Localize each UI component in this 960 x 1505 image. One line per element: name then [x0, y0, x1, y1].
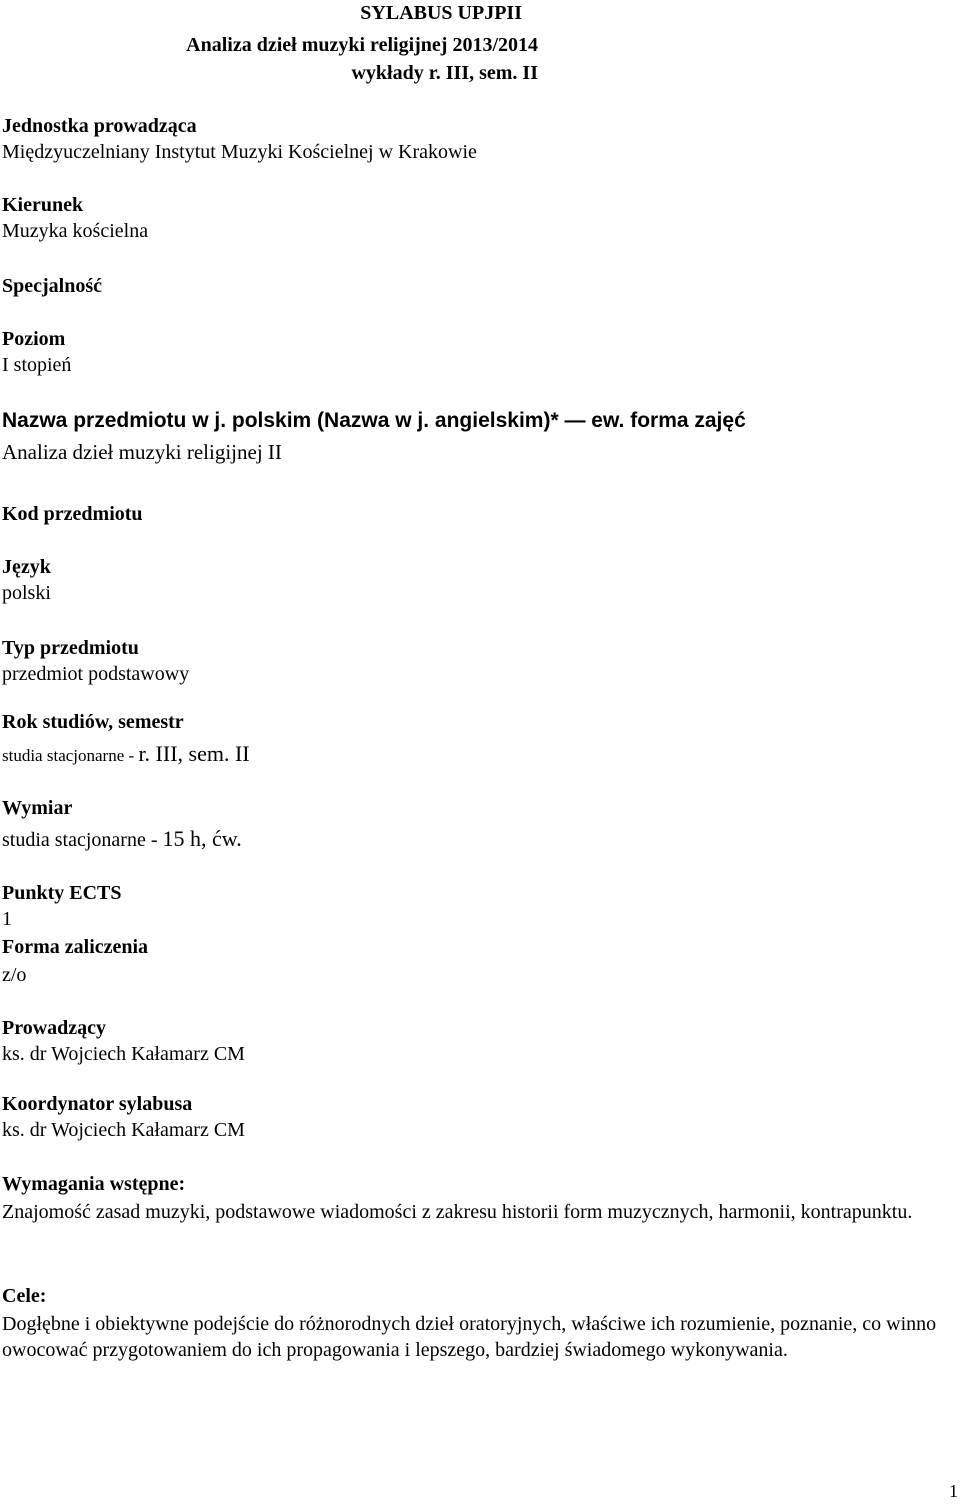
kierunek-label: Kierunek — [2, 194, 84, 216]
kierunek-value: Muzyka kościelna — [2, 220, 149, 242]
koordynator-label: Koordynator sylabusa — [2, 1093, 193, 1115]
wymagania-value: Znajomość zasad muzyki, podstawowe wiadomości z zakresu historii form muzycznych, harmonii, kontrapunktu. — [2, 1201, 913, 1223]
rok-value-main: r. III, sem. II — [138, 741, 250, 766]
ects-value: 1 — [2, 908, 12, 930]
prowadzacy-value: ks. dr Wojciech Kałamarz CM — [2, 1043, 245, 1065]
specjalnosc-label: Specjalność — [2, 275, 102, 297]
document-title: SYLABUS UPJPII — [360, 2, 522, 24]
koordynator-value: ks. dr Wojciech Kałamarz CM — [2, 1119, 245, 1141]
wymiar-label: Wymiar — [2, 797, 73, 819]
forma-label: Forma zaliczenia — [2, 936, 149, 958]
document-lecture-info: wykłady r. III, sem. II — [351, 62, 538, 84]
cele-value: Dogłębne i obiektywne podejście do różnorodnych dzieł oratoryjnych, właściwe ich rozumienie, poznanie, co winno owocować przygotowaniem do ich propagowania i lepszego, bardziej świadomego wykonywania. — [2, 1313, 937, 1361]
document-subtitle: Analiza dzieł muzyki religijnej 2013/2014 — [186, 34, 538, 56]
rok-label: Rok studiów, semestr — [2, 711, 184, 733]
wymiar-value — [2, 826, 242, 853]
rok-value-prefix: studia stacjonarne - — [2, 746, 139, 765]
page-number: 1 — [949, 1481, 958, 1501]
jezyk-value: polski — [2, 582, 51, 604]
nazwa-value: Analiza dzieł muzyki religijnej II — [2, 440, 282, 464]
jednostka-label: Jednostka prowadząca — [2, 115, 197, 137]
wymagania-label: Wymagania wstępne: — [2, 1173, 186, 1195]
typ-value: przedmiot podstawowy — [2, 663, 190, 685]
cele-label: Cele: — [2, 1285, 47, 1307]
nazwa-label: Nazwa przedmiotu w j. polskim (Nazwa w j. angielskim)* — ew. forma zajęć — [2, 409, 746, 432]
ects-label: Punkty ECTS — [2, 882, 122, 904]
poziom-value: I stopień — [2, 354, 72, 376]
poziom-label: Poziom — [2, 328, 66, 350]
wymiar-value-main: 15 h, ćw. — [162, 826, 242, 851]
jednostka-value: Międzyuczelniany Instytut Muzyki Kościelnej w Krakowie — [2, 141, 477, 163]
rok-value — [2, 741, 250, 769]
forma-value: z/o — [2, 964, 27, 986]
wymiar-value-prefix: studia stacjonarne - — [2, 829, 163, 851]
jezyk-label: Język — [2, 556, 51, 578]
kod-label: Kod przedmiotu — [2, 503, 143, 525]
prowadzacy-label: Prowadzący — [2, 1017, 107, 1039]
typ-label: Typ przedmiotu — [2, 637, 139, 659]
